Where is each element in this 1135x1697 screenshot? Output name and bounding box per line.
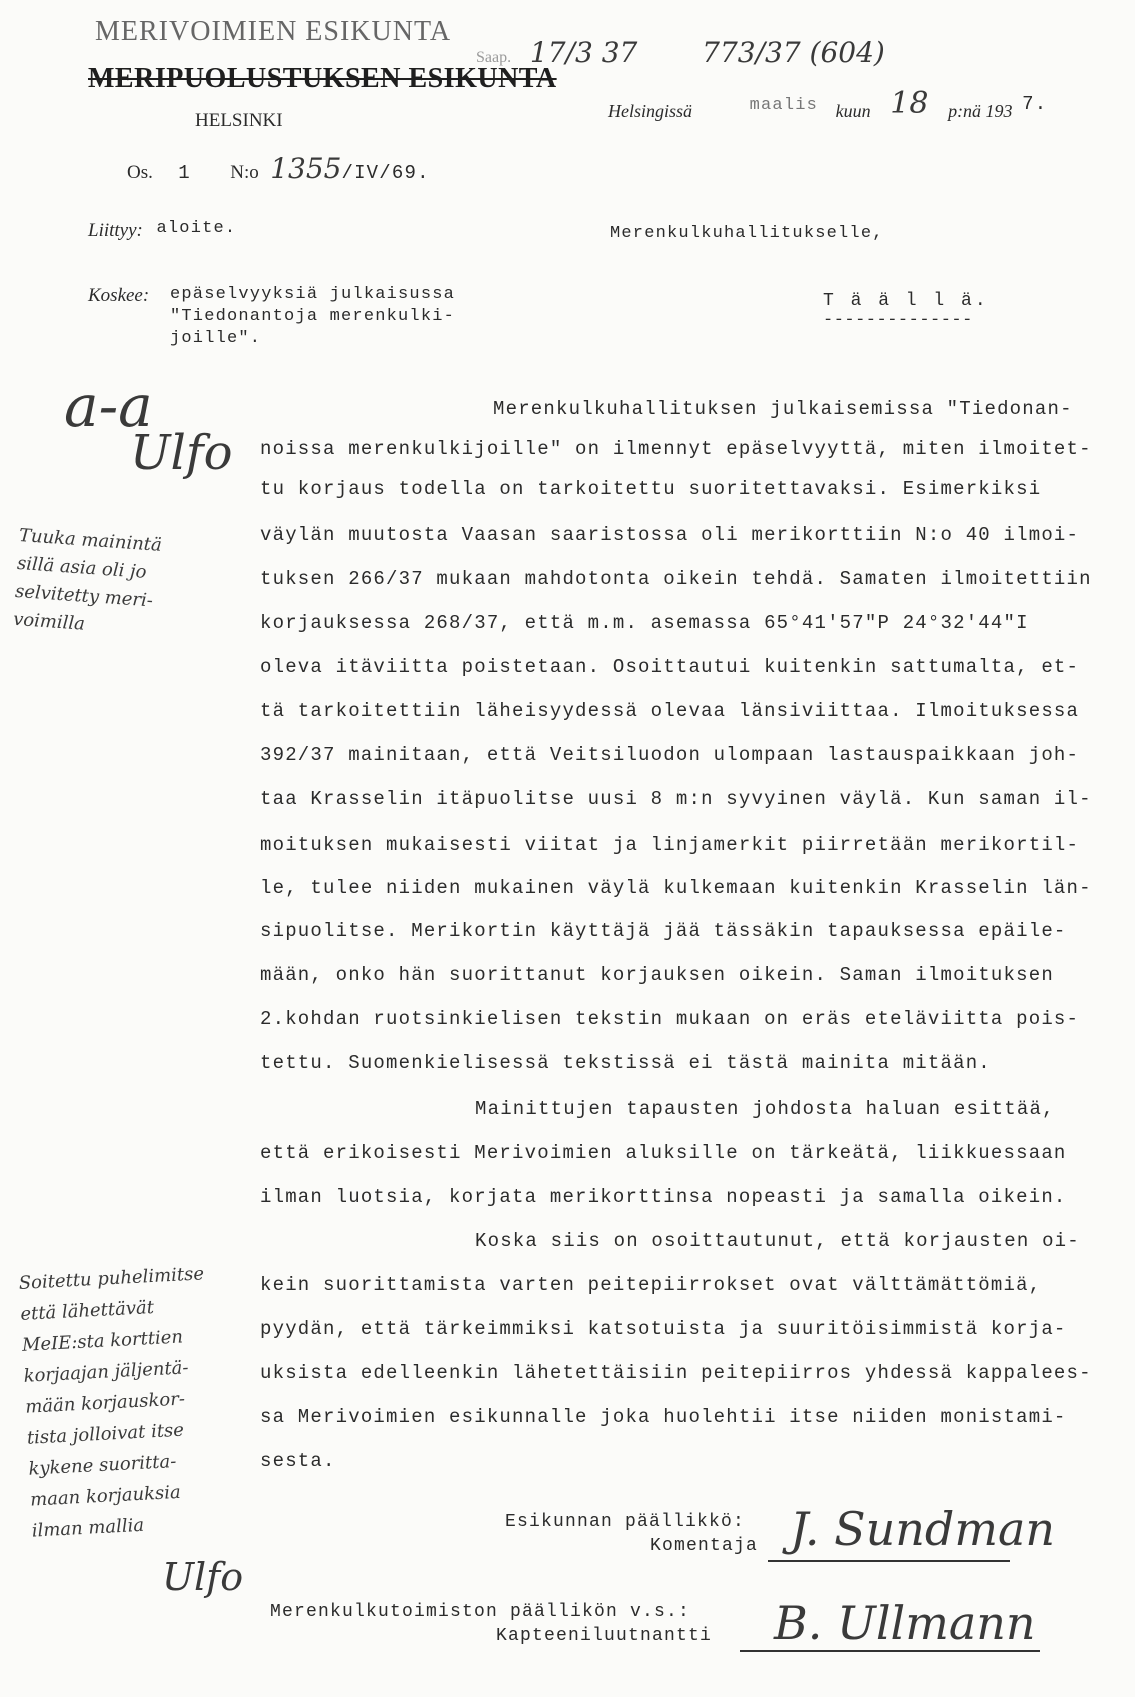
body-line: noissa merenkulkijoille" on ilmennyt epäselvyyttä, miten ilmoitet- [260, 438, 1092, 460]
received-stamp [476, 36, 885, 71]
body-line: Merenkulkuhallituksen julkaisemissa "Tiedonan- [493, 398, 1073, 420]
body-line: tettu. Suomenkielisessä tekstissä ei tästä mainita mitään. [260, 1052, 991, 1074]
recipient-place: T ä ä l l ä. [823, 291, 989, 311]
body-line: 2.kohdan ruotsinkielisen tekstin mukaan on eräs eteläviitta pois- [260, 1008, 1080, 1030]
note-line: kykene suoritta- [27, 1450, 177, 1480]
os-label: Os. [127, 162, 153, 183]
note-line: voimilla [12, 608, 86, 635]
handwritten-note-1 [12, 522, 162, 644]
chief-rank: Komentaja [650, 1536, 759, 1556]
body-line: että erikoisesti Merivoimien aluksille on tärkeätä, liikkuessaan [260, 1142, 1067, 1164]
no-typed: /IV/69. [341, 162, 430, 184]
recipient-name: Merenkulkuhallitukselle, [610, 224, 884, 243]
note-line: selvitetty meri- [14, 580, 154, 612]
note-line: sillä asia oli jo [16, 552, 148, 583]
letterhead-city: HELSINKI [195, 110, 283, 131]
recipient-underline: -------------- [823, 311, 973, 330]
body-line: ilman luotsia, korjata merikorttinsa nopeasti ja samalla oikein. [260, 1186, 1067, 1208]
body-line: kein suorittamista varten peitepiirrokset ovat välttämättömiä, [260, 1274, 1042, 1296]
body-line: sipuolitse. Merikortin käyttäjä jää tässäkin tapauksessa epäile- [260, 920, 1067, 942]
body-line: taa Krasselin itäpuolitse uusi 8 m:n syvyinen väylä. Kun saman il- [260, 788, 1092, 810]
stamp-number: 773/37 (604) [702, 36, 885, 69]
attachment-value: aloite. [156, 219, 237, 238]
body-line: Mainittujen tapausten johdosta haluan esittää, [475, 1098, 1055, 1120]
body-line: moituksen mukaisesti viitat ja linjamerkit piirretään merikortil- [260, 834, 1080, 856]
body-line: tuksen 266/37 mukaan mahdotonta oikein tehdä. Samaten ilmoitettiin [260, 568, 1092, 590]
note-line: maan korjauksia [29, 1481, 182, 1511]
note-line: mään korjauskor- [24, 1388, 186, 1418]
body-line: Koska siis on osoittautunut, että korjausten oi- [475, 1230, 1080, 1252]
body-line: pyydän, että tärkeimmiksi katsotuista ja suuritöisimmistä korja- [260, 1318, 1067, 1340]
attachment-label: Liittyy: [88, 220, 143, 241]
chief-signature-line [768, 1560, 1010, 1562]
handwritten-note-2 [18, 1258, 218, 1546]
note-line: korjaajan jäljentä- [23, 1357, 189, 1387]
chief-signature: J. Sundman [790, 1502, 1055, 1556]
dateline-pna: p:nä 193 [948, 101, 1013, 121]
dateline [608, 86, 1048, 125]
body-line: tu korjaus todella on tarkoitettu suoritettavaksi. Esimerkiksi [260, 478, 1042, 500]
os-value: 1 [178, 162, 191, 184]
body-line: tä tarkoitettiin läheisyydessä olevaa länsiviittaa. Ilmoituksessa [260, 700, 1080, 722]
handwritten-initials-signature: Ulfo [130, 425, 233, 481]
chief-label: Esikunnan päällikkö: [505, 1512, 746, 1532]
body-line: oleva itäviitta poistetaan. Osoittautui kuitenkin sattumalta, et- [260, 656, 1080, 678]
note-line: ilman mallia [31, 1514, 145, 1542]
office-rank: Kapteeniluutnantti [496, 1626, 713, 1646]
note-line: Soitettu puhelimitse [18, 1263, 205, 1294]
subject-line: "Tiedonantoja merenkulki- [170, 307, 456, 326]
body-line: väylän muutosta Vaasan saaristossa oli merikorttiin N:o 40 ilmoi- [260, 524, 1080, 546]
note-line: että lähettävät [19, 1296, 155, 1325]
dateline-month: maalis [749, 96, 819, 115]
note-line: Tuuka mainintä [18, 524, 163, 556]
note-line: tista jolloivat itse [26, 1419, 185, 1449]
subject-label: Koskee: [88, 285, 150, 306]
body-line: 392/37 mainitaan, että Veitsiluodon ulompaan lastauspaikkaan joh- [260, 744, 1080, 766]
subject-lines [170, 284, 455, 350]
dateline-place: Helsingissä [608, 101, 693, 121]
body-line: mään, onko hän suorittanut korjauksen oikein. Saman ilmoituksen [260, 964, 1054, 986]
dateline-day: 18 [890, 86, 929, 121]
letterhead-org-line-2: MERIPUOLUSTUKSEN ESIKUNTA [88, 63, 557, 94]
office-signature-line [740, 1650, 1040, 1652]
stamp-date: 17/3 37 [529, 36, 638, 69]
handwritten-initials-bottom: Ulfo [162, 1555, 244, 1599]
subject-line: joille". [170, 329, 262, 348]
stamp-label: Saap. [476, 49, 512, 66]
body-line: korjauksessa 268/37, että m.m. asemassa 65°41'57"P 24°32'44"I [260, 612, 1029, 634]
reference-line [127, 152, 430, 185]
dateline-year-digit: 7. [1022, 93, 1048, 115]
attachment-line [88, 220, 236, 242]
no-label: N:o [230, 162, 259, 183]
dateline-kuun: kuun [835, 101, 871, 121]
handwritten-initials-top: a-a [64, 372, 153, 440]
body-line: le, tulee niiden mukainen väylä kulkemaan kuitenkin Krasselin län- [260, 877, 1092, 899]
body-line: sa Merivoimien esikunnalle joka huolehtii itse niiden monistami- [260, 1406, 1067, 1428]
office-signature: B. Ullmann [774, 1596, 1036, 1650]
body-line: sesta. [260, 1450, 336, 1472]
body-line: uksista edelleenkin lähetettäisiin peitepiirros yhdessä kappalees- [260, 1362, 1092, 1384]
office-label: Merenkulkutoimiston päällikön v.s.: [270, 1602, 691, 1622]
no-handwritten: 1355 [270, 152, 342, 185]
note-line: MeIE:sta korttien [21, 1326, 184, 1356]
letterhead-org-line-1: MERIVOIMIEN ESIKUNTA [95, 16, 452, 47]
subject-line: epäselvyyksiä julkaisussa [170, 285, 456, 304]
